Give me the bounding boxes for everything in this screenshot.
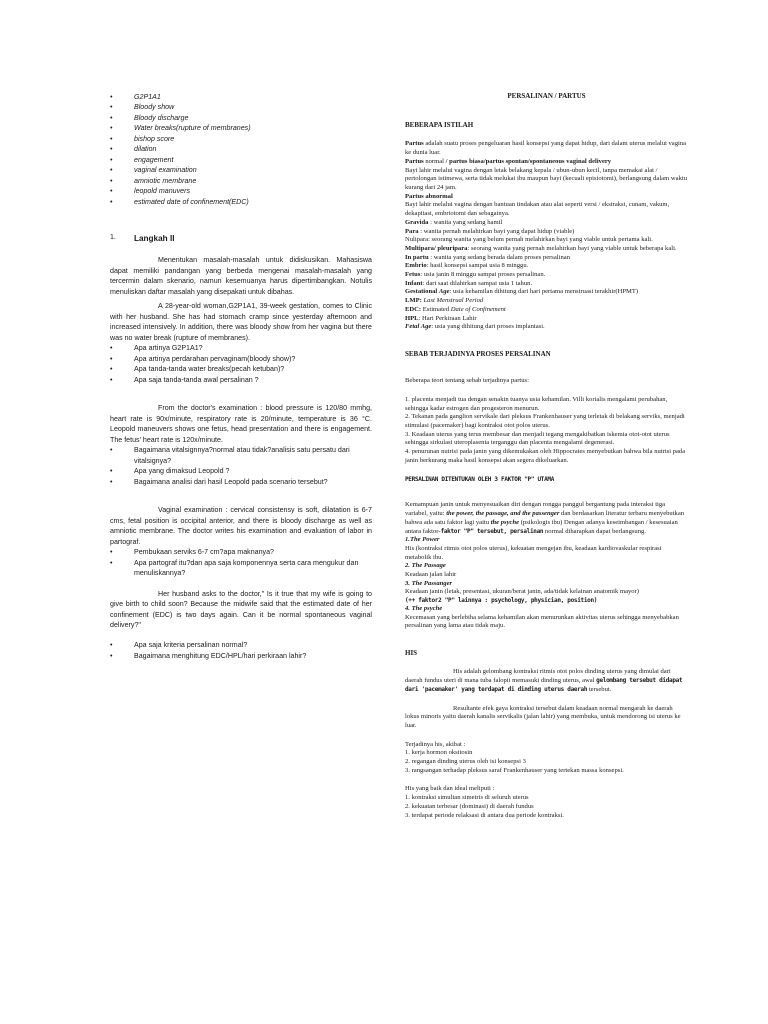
definition-partus-normal: Partus normal / partus biasa/partus spontan/spontaneous vaginal delivery bbox=[405, 157, 612, 165]
list-heading: Terjadinya his, akibat : bbox=[405, 740, 466, 748]
definition-edc: EDC: Estimated Date of Confinement bbox=[405, 305, 506, 313]
factor-extra: (++ faktor2 "P" lainnya : psychology, physician, position) bbox=[405, 597, 598, 605]
list-item: 1. kerja hormon oksitosin bbox=[405, 749, 473, 757]
list-item: 3. rangsangan terhadap pleksus saraf Frankenhauser yang tertekan massa konsepsi. bbox=[405, 766, 624, 774]
his-paragraph: Resultante efek gaya kontraksi tersebut dalam keadaan normal mengarah ke daerah lokus minoris yaitu daerah kanalis servikalis (jalan lahir) yang membuka, untuk mendorong isi uterus ke luar. bbox=[405, 704, 681, 729]
term-item: • Water breaks(rupture of membranes) bbox=[110, 123, 372, 133]
term-item: • bishop score bbox=[110, 134, 372, 144]
term-item: • G2P1A1 bbox=[110, 92, 372, 102]
term-item: • Bloody show bbox=[110, 102, 372, 112]
definition-para: Para : wanita pernah melahirkan bayi yang dapat hidup (viable) bbox=[405, 227, 575, 235]
factor-text: Keadaan janin (letak, presentasi, ukuran/berat janin, ada/tidak kelainan anatomik mayor) bbox=[405, 588, 639, 596]
question-list bbox=[110, 343, 372, 385]
definition-abnormal-term: Partus abnormal bbox=[405, 192, 453, 200]
term-item: • engagement bbox=[110, 155, 372, 165]
question-item: • Apa artinya perdarahan pervaginam(bloody show)? bbox=[110, 354, 372, 364]
factor-text: Keadaan jalan lahir bbox=[405, 571, 457, 579]
heading-title: Langkah II bbox=[134, 234, 175, 244]
term-list bbox=[110, 92, 372, 207]
factor-title: 3. The Passanger bbox=[405, 579, 453, 587]
scenario-paragraph: From the doctor's examination : blood pressure is 120/80 mmhg, heart rate is 90x/minute, respiratory rate is 20/minute, temperature is 36 °C. Leopold maneuvers shows one fetus, head presentation and there is engagement. The fetus' heart rate is 120x/minute. bbox=[110, 404, 372, 444]
question-item: • Bagaimana analisi dari hasil Leopold pada scenario tersebut? bbox=[110, 477, 372, 487]
list-item: 2. regangan dinding uterus oleh isi konsepsi 3 bbox=[405, 758, 526, 766]
factor-title: 2. The Passage bbox=[405, 562, 446, 570]
question-item: • Apa tanda-tanda water breaks(pecah ketuban)? bbox=[110, 364, 372, 374]
right-column bbox=[405, 92, 688, 820]
question-item: • Bagaimana vitalsignnya?normal atau tidak?analisis satu persatu dari vitalsignya? bbox=[110, 445, 372, 466]
definition-multipara: Multipara/ pleuripara: seorang wanita yang pernah melahirkan bayi yang viable untuk beberapa kali. bbox=[405, 244, 677, 252]
factor-title: 1.The Power bbox=[405, 536, 440, 544]
section-intro: Beberapa teori tentang sebab terjadinya partus: bbox=[405, 377, 529, 385]
factor-title: 4. The psyche bbox=[405, 605, 443, 613]
document-title: PERSALINAN / PARTUS bbox=[507, 92, 586, 100]
question-item: • Pembukaan serviks 6-7 cm?apa maknanya? bbox=[110, 547, 372, 557]
term-item: • leopold manuvers bbox=[110, 186, 372, 196]
question-list bbox=[110, 640, 372, 661]
factor-text: His (kontraksi ritmis otot polos uterus), kekuatan mengejan ibu, keadaan kardiovaskular respirasi metabolik ibu. bbox=[405, 544, 662, 561]
factor-text: Kecemasan yang berlebiha selama kehamilan akan menurunkan aktivitas uterus sehingga menyebabkan persalinan yang lama atau tidak maju. bbox=[405, 613, 679, 630]
list-item: 3. terdapat periode relaksasi di antara dua periode kontraksi. bbox=[405, 811, 564, 819]
scenario-paragraph: A 28-year-old woman,G2P1A1, 39-week gestation, comes to Clinic with her husband. She has had stomach cramp since yesterday afternoon and increased intensively. In addition, there was bloody show from her vagina but there was no water break (rupture of membranes). bbox=[110, 302, 372, 342]
definition-infant: Infant: dari saat dilahirkan sampai usia 1 tahun. bbox=[405, 279, 533, 287]
section-heading: HIS bbox=[405, 649, 418, 658]
section-heading: BEBERAPA ISTILAH bbox=[405, 121, 474, 130]
question-item: • Apa saja kriteria persalinan normal? bbox=[110, 640, 372, 650]
scenario-paragraph: Her husband asks to the doctor," Is it true that my wife is going to give birth to child soon? Because the midwife said that the estimated date of her confinement (EDC) is two days again. Can it be normal spontaneous vaginal delivery?" bbox=[110, 589, 372, 629]
list-heading: His yang baik dan ideal meliputi : bbox=[405, 785, 495, 793]
list-item: 2. Tekanan pada ganglion servikale dari pleksus Frankenhauser yang terletak di belakang serviks, menjadi stimulasi (pacemaker) bagi kontraksi otot polos uterus. bbox=[405, 413, 685, 429]
list-item: 2. kekuatan terbesar (dominasi) di daerah fundus bbox=[405, 802, 534, 810]
his-paragraph: His adalah gelombang kontraksi ritmis otot polos dinding uterus yang dimulai dari daerah fundus uteri di mana tuba falopii memasuki dinding uterus, awal gelombang tersebut didapat dari 'pacemaker' yang terdapat di dinding uterus daerah tersebut. bbox=[405, 668, 683, 693]
question-list bbox=[110, 445, 372, 487]
list-item: 1. placenta menjadi tua dengan senakin tuanya usia kehamilan. Villi korialis mengalami perubahan, sehingga kadar estrogen dan progesteron menurun. bbox=[405, 395, 668, 412]
question-item: • Apa partograf itu?dan apa saja komponennya serta cara mengukur dan menuliskannya? bbox=[110, 558, 372, 579]
list-item: 3. Keadaan uterus yang terus membesar dan menjadi tegang mengakibatkan iskemia otot-otot uterus sehingga sirkulasi uteroplasenta terganggu dan placenta mengalami degenerasi. bbox=[405, 430, 670, 447]
term-item: • dilation bbox=[110, 144, 372, 154]
left-column bbox=[110, 92, 372, 661]
definition-text: Bayi lahir melalui vagina dengan letak belakang kepala / ubun-ubun kecil, tanpa memakai alat / pertolongan istimewa, serta tidak melukai ibu maupun bayi (kecuali episiotomi), berlangsung dalam waktu kurang dari 24 jam. bbox=[405, 166, 687, 191]
definition-nulipara: Nulipara: seorang wanita yang belum pernah melahirkan bayi yang viable untuk pertama kali. bbox=[405, 236, 653, 244]
definition-inpartu: In partu : wanita yang sedang berada dalam proses persalinan bbox=[405, 253, 570, 261]
question-list bbox=[110, 547, 372, 578]
section-intro: Kemampuan janin untuk menyesuaikan diri dengan rongga panggul bergantung pada interaksi tiga variabel, yaitu: the power, the passage, and the passenger dan berdasarkan literatur terbaru menyebutkan bahwa ada satu faktor lagi yaitu the psyche (psikologis ibu) Dengan adanya keseimbangan / kesesuaian antara faktor-faktor "P" tersebut, persalinan normal diharapkan dapat berlangsung. bbox=[405, 501, 685, 535]
intro-paragraph: Menentukan masalah-masalah untuk didiskusikan. Mahasiswa dapat memiliki pandangan yang berbeda mengenai masalah-masalah yang tercermin dalam skenario, namun kesemuanya harus dipertimbangkan. Notulis menuliskan daftar masalah yang disepakati untuk dibahas. bbox=[110, 256, 372, 296]
term-item: • Bloody discharge bbox=[110, 113, 372, 123]
definition-text: Bayi lahir melalui vagina dengan bantuan tindakan atau alat seperti versi / ekstraksi, cunam, vakum, dekapitasi, embriotomi dan sebagainya. bbox=[405, 201, 670, 218]
term-item: • amniotic membrane bbox=[110, 176, 372, 186]
definition-gestational: Gestational Age: usia kehamilan dihitung dari hari pertama menstruasi terakhir(HPMT) bbox=[405, 288, 639, 296]
definition-fetal-age: Fetal Age: usia yang dihitung dari proses implantasi. bbox=[405, 323, 545, 331]
section-heading bbox=[110, 233, 372, 245]
question-item: • Apa saja tanda-tanda awal persalinan ? bbox=[110, 375, 372, 385]
list-item: 4. penurunan nutrisi pada janin yang dikemukakan oleh Hippocrates menyebutkan bahwa bila nutrisi pada janin berkurang maka hasil konsepsi akan segera dikeluarkan. bbox=[405, 448, 686, 464]
term-item: • vaginal examination bbox=[110, 165, 372, 175]
question-item: • Apa artinya G2P1A1? bbox=[110, 343, 372, 353]
scenario-paragraph: Vaginal examination : cervical consistensy is soft, dilatation is 6-7 cms, fetal position is occipital anterior, and there is bloody discharge as well as amniotic membrane. The doctor writes his examination and evaluation of labor in partograf. bbox=[110, 506, 372, 546]
term-item: • estimated date of confinement(EDC) bbox=[110, 197, 372, 207]
definition-hpl: HPL: Hari Perkiraan Lahir bbox=[405, 314, 477, 322]
definition-gravida: Gravida : wanita yang sedang hamil bbox=[405, 218, 503, 226]
question-item: • Bagaimana menghitung EDC/HPL/hari perkiraan lahir? bbox=[110, 651, 372, 661]
definition-partus: Partus adalah suatu proses pengeluaran hasil konsepsi yang dapat hidup, dari dalam uterus melalui vagina ke dunia luar. bbox=[405, 140, 687, 157]
section-heading: SEBAB TERJADINYA PROSES PERSALINAN bbox=[405, 349, 551, 358]
definition-lmp: LMP: Last Menstrual Period bbox=[405, 297, 484, 305]
definition-fetus: Fetus: usia janin 8 minggu sampai proses persalinan. bbox=[405, 271, 546, 279]
list-item: 1. kontraksi simultan simetris di seluruh uterus bbox=[405, 794, 529, 802]
heading-number: 1. bbox=[110, 234, 116, 242]
section-heading: PERSALINAN DITENTUKAN OLEH 3 FAKTOR "P" UTAMA bbox=[405, 475, 555, 483]
question-item: • Apa yang dimaksud Leopold ? bbox=[110, 466, 372, 476]
definition-embrio: Embrio: hasil konsepsi sampai usia 8 minggu. bbox=[405, 262, 529, 270]
